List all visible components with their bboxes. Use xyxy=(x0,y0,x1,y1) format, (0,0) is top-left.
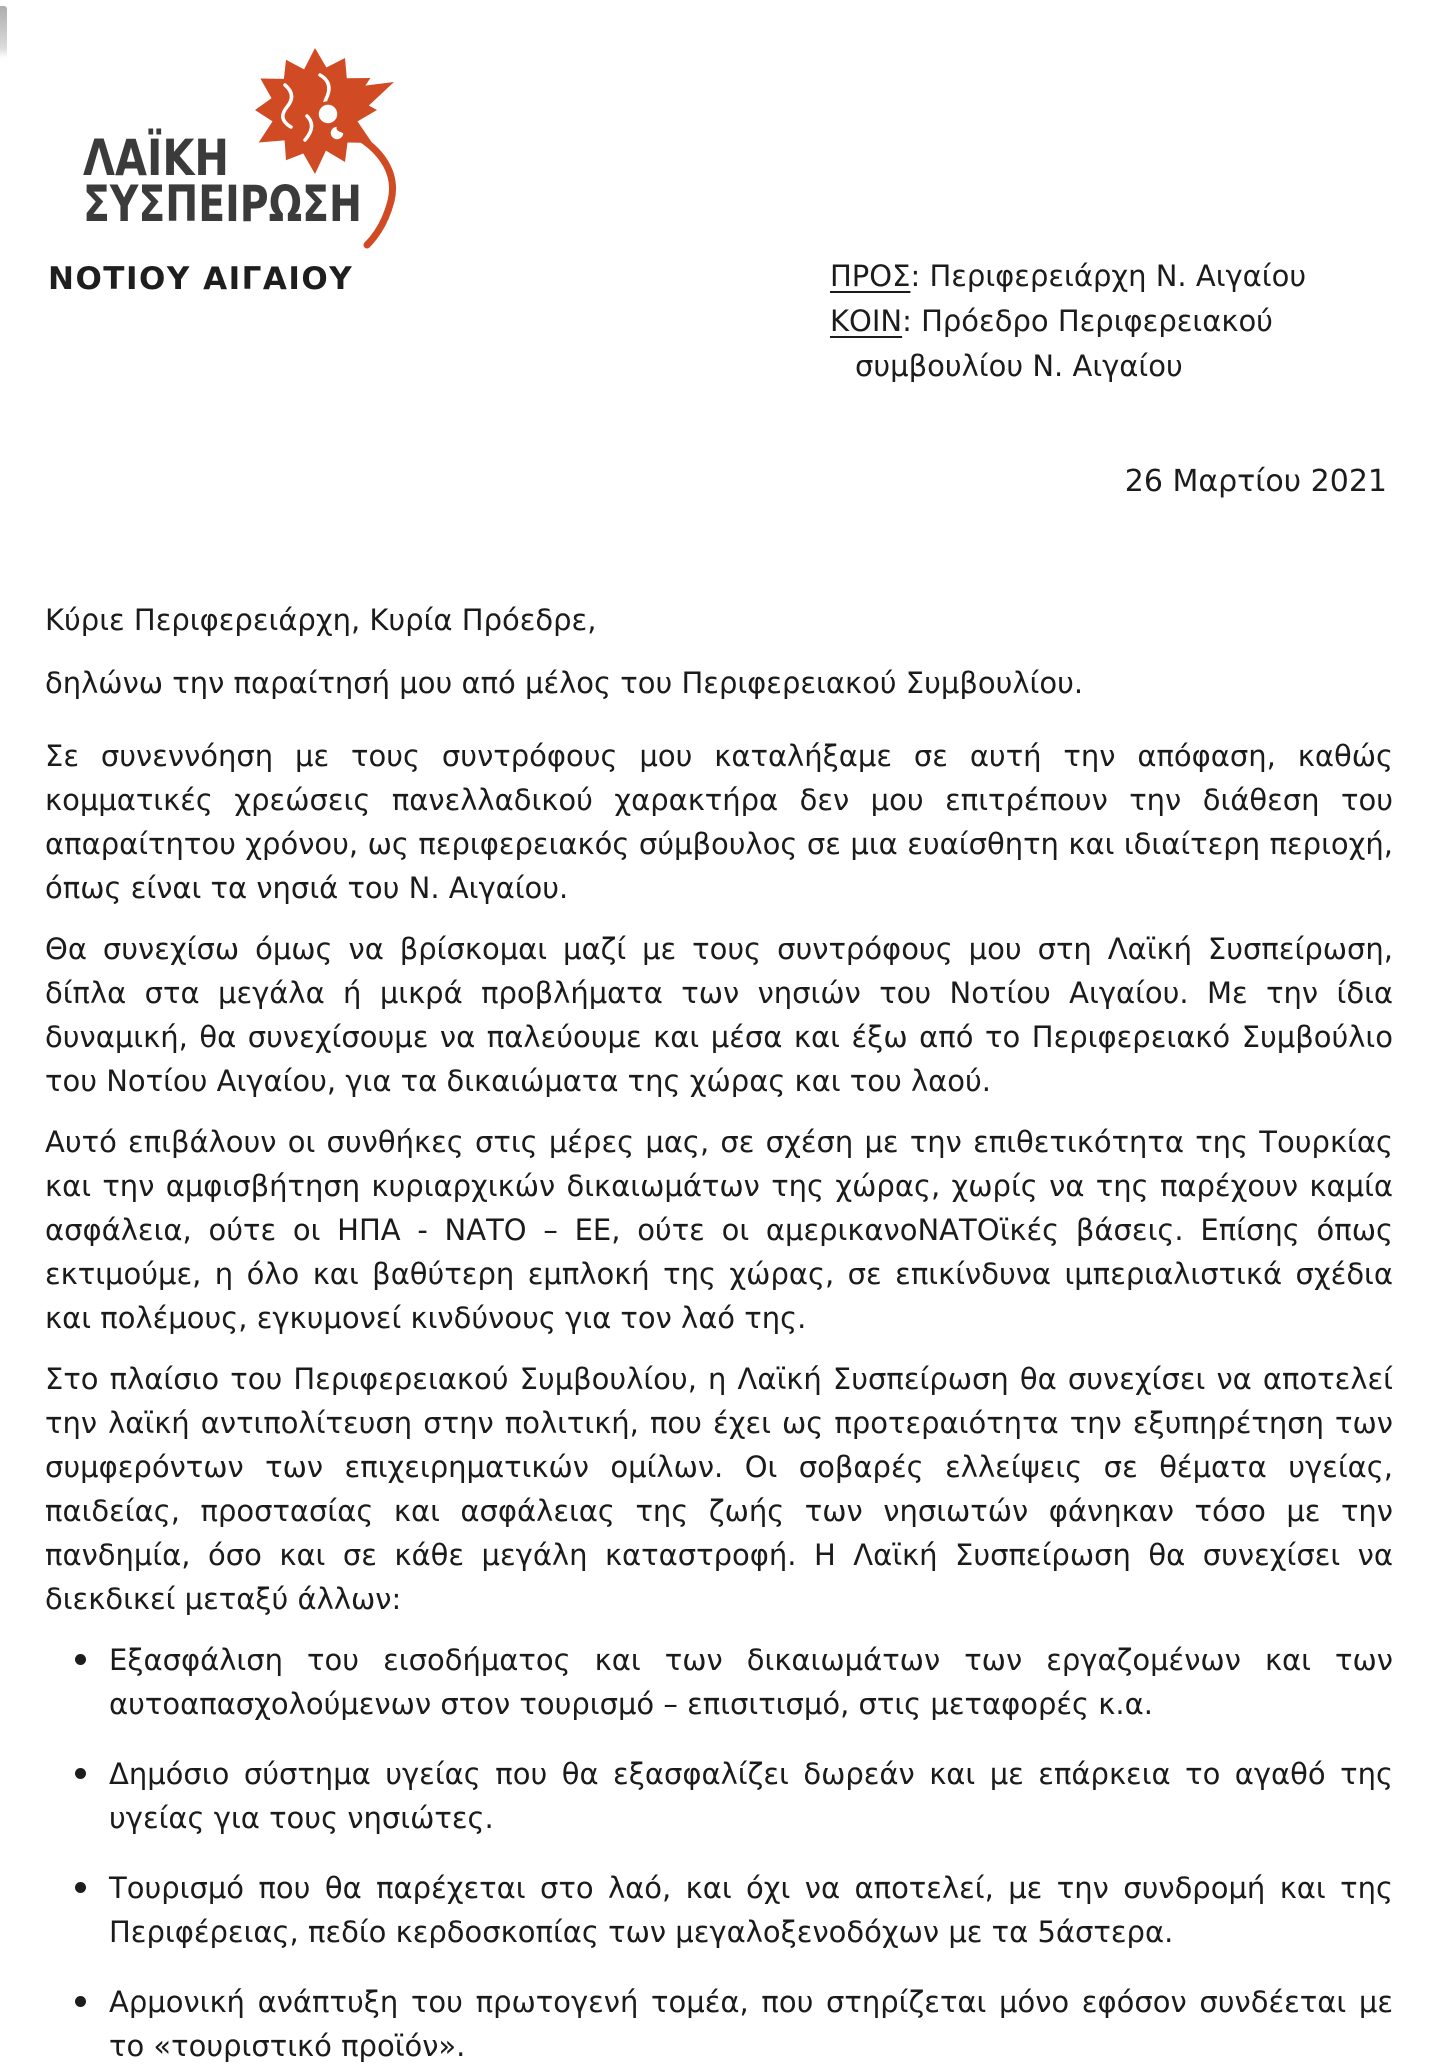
party-logo xyxy=(80,48,410,260)
region-title: ΝΟΤΙΟΥ ΑΙΓΑΙΟΥ xyxy=(48,261,354,297)
logo-text-line2: ΣΥΣΠΕΙΡΩΣΗ xyxy=(83,175,362,233)
to-value: : Περιφερειάρχη Ν. Αιγαίου xyxy=(910,259,1307,293)
cc-value: : Πρόεδρο Περιφερειακού xyxy=(902,304,1273,338)
demands-list xyxy=(45,1638,1393,2067)
cc-label: ΚΟΙΝ xyxy=(830,304,903,338)
recipient-cc-row xyxy=(830,299,1306,344)
flower-bud-icon xyxy=(317,103,339,125)
to-label: ΠΡΟΣ xyxy=(830,259,911,293)
list-item xyxy=(45,1866,1393,1954)
scan-artifact xyxy=(0,6,7,58)
letter-date: 26 Μαρτίου 2021 xyxy=(1124,464,1387,499)
paragraph-2: Θα συνεχίσω όμως να βρίσκομαι μαζί με τους συντρόφους μου στη Λαϊκή Συσπείρωση, δίπλα στα μεγάλα ή μικρά προβλήματα των νησιών του Νοτίου Αιγαίου. Με την ίδια δυναμική, θα συνεχίσουμε να παλεύουμε και μέσα και έξω από το Περιφερειακό Συμβούλιο του Νοτίου Αιγαίου, για τα δικαιώματα της χώρας και του λαού. xyxy=(45,932,1393,1098)
list-item-text: Τουρισμό που θα παρέχεται στο λαό, και όχι να αποτελεί, με την συνδρομή και της Περιφέρειας, πεδίο κερδοσκοπίας των μεγαλοξενοδόχων με τα 5άστερα. xyxy=(109,1871,1393,1949)
list-item xyxy=(45,1980,1393,2067)
paragraph-1: Σε συνεννόηση με τους συντρόφους μου καταλήξαμε σε αυτή την απόφαση, καθώς κομματικές χρεώσεις πανελλαδικού χαρακτήρα δεν μου επιτρέπουν την διάθεση του απαραίτητου χρόνου, ως περιφερειακός σύμβουλος σε μια ευαίσθητη και ιδιαίτερη περιοχή, όπως είναι τα νησιά του Ν. Αιγαίου. xyxy=(45,739,1393,905)
recipient-to-row xyxy=(830,254,1306,299)
list-item-text: Αρμονική ανάπτυξη του πρωτογενή τομέα, που στηρίζεται μόνο εφόσον συνδέεται με το «τουριστικό προϊόν». xyxy=(109,1985,1393,2063)
list-item-text: Εξασφάλιση του εισοδήματος και των δικαιωμάτων των εργαζομένων και των αυτοαπασχολούμενων στον τουρισμό – επισιτισμό, στις μεταφορές κ.α. xyxy=(109,1643,1393,1721)
salutation: Κύριε Περιφερειάρχη, Κυρία Πρόεδρε, xyxy=(45,603,597,637)
paragraph-4: Στο πλαίσιο του Περιφερειακού Συμβουλίου, η Λαϊκή Συσπείρωση θα συνεχίσει να αποτελεί την λαϊκή αντιπολίτευση στην πολιτική, που έχει ως προτεραιότητα την εξυπηρέτηση των συμφερόντων των επιχειρηματικών ομίλων. Οι σοβαρές ελλείψεις σε θέματα υγείας, παιδείας, προστασίας και ασφάλειας της ζωής των νησιωτών φάνηκαν τόσο με την πανδημία, όσο και σε κάθε μεγάλη καταστροφή. Η Λαϊκή Συσπείρωση θα συνεχίσει να διεκδικεί μεταξύ άλλων: xyxy=(45,1362,1393,1616)
cc-value-continued: συμβουλίου Ν. Αιγαίου xyxy=(855,349,1183,383)
list-item-text: Δημόσιο σύστημα υγείας που θα εξασφαλίζει δωρεάν και με επάρκεια το αγαθό της υγείας για τους νησιώτες. xyxy=(109,1757,1393,1835)
list-item xyxy=(45,1752,1393,1840)
recipients-block xyxy=(830,254,1306,389)
logo-text-line1: ΛΑΪΚΗ xyxy=(83,129,229,187)
letter-body xyxy=(45,598,1393,2067)
list-item xyxy=(45,1638,1393,1726)
intro-line: δηλώνω την παραίτησή μου από μέλος του Περιφερειακού Συμβουλίου. xyxy=(45,666,1084,700)
paragraph-3: Αυτό επιβάλουν οι συνθήκες στις μέρες μας, σε σχέση με την επιθετικότητα της Τουρκίας και την αμφισβήτηση κυριαρχικών δικαιωμάτων της χώρας, χωρίς να της παρέχουν καμία ασφάλεια, ούτε οι ΗΠΑ - ΝΑΤΟ – ΕΕ, ούτε οι αμερικανοΝΑΤΟϊκές βάσεις. Επίσης όπως εκτιμούμε, η όλο και βαθύτερη εμπλοκή της χώρας, σε επικίνδυνα ιμπεριαλιστικά σχέδια και πολέμους, εγκυμονεί κινδύνους για τον λαό της. xyxy=(45,1125,1393,1335)
